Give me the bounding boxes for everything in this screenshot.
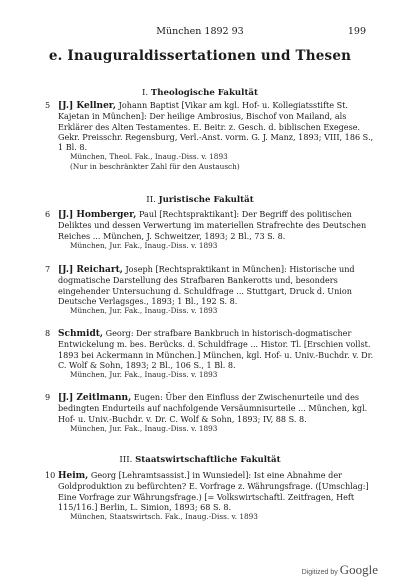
google-logo: Google (339, 562, 378, 577)
author-name: [J.] Homberger, (58, 210, 137, 220)
entry-8: 8 Schmidt, Georg: Der strafbare Bankbruch in historisch-dogmatischer Entwickelung m. bes. Berücks. d. Schuldfrage ... Histor. Tl. [Erschien vollst. 1893 bei Ackermann in München.] München, kgl. Hof- u. Univ.-Buchdr. v. Dr. C. Wolf & Sohn, 1893; 2 Bl., 106 S., 1 Bl. 8. München, Jur. Fak., Inaug.-Diss. v. 1893 (58, 328, 380, 380)
author-name: [J.] Zeitlmann, (58, 393, 132, 403)
entry-note: München, Theol. Fak., Inaug.-Diss. v. 1893 (70, 152, 228, 162)
entry-5: 5 [J.] Kellner, Johann Baptist [Vikar am kgl. Hof- u. Kollegiatsstifte St. Kajetan in München]: Der heilige Ambrosius, Bischof von Mailand, als Erklärer des Alten Testamentes. E. Beitr. z. Gesch. d. biblischen Exegese. Gekr. Preisschr. Regensburg, Verl.-Anst. vorm. G. J. Manz, 1893; VIII, 186 S., 1 Bl. 8. München, Theol. Fak., Inaug.-Diss. v. 1893 (Nur in beschränkter Zahl für den Austausch) (58, 100, 380, 171)
page-number: 199 (347, 26, 366, 37)
author-name: Schmidt, (58, 329, 104, 339)
entry-text: Johann Baptist [Vikar am kgl. Hof- u. Kollegiatsstifte St. Kajetan in München]: Der heilige Ambrosius, Bischof von Mailand, als Erklärer des Alten Testamentes. E. Beitr. z. Gesch. d. biblischen Exegese. Gekr. Preisschr. Regensburg, Verl.-Anst. vorm. G. J. Manz, 1893; VIII, 186 S., 1 Bl. 8. (58, 100, 374, 153)
entry-10: 10 Heim, Georg [Lehramtsassist.] in Wunsiedel]: Ist eine Abnahme der Goldproduktion zu befürchten? E. Vorfrage z. Währungsfrage. ([Umschlag:] Eine Vorfrage zur Währungsfrage.) [= Volkswirtschaftl. Zeitfragen, Heft 115/116.] Berlin, L. Simion, 1893; 68 S. 8. München, Staatswirtsch. Fak., Inaug.-Diss. v. 1893 (58, 470, 380, 522)
digitized-by-google-watermark: Digitized by Google (301, 562, 378, 577)
section-heading-economics: III. Staatswirtschaftliche Fakultät (119, 455, 281, 465)
entry-text: Paul [Rechtspraktikant]: Der Begriff des politischen Deliktes und dessen Verwertung im materiellen Strafrechte des Deutschen Reiches ... München, J. Schweitzer, 1893; 2 Bl., 73 S. 8. (58, 209, 367, 241)
entry-note: München, Staatswirtsch. Fak., Inaug.-Diss. v. 1893 (70, 512, 258, 522)
running-title: München 1892 93 (156, 26, 244, 37)
entry-9: 9 [J.] Zeitlmann, Eugen: Über den Einfluss der Zwischenurteile und des bedingten Endurteils auf nachfolgende Versäumnisurteile ... München, kgl. Hof- u. Univ.-Buchdr. v. Dr. C. Wolf & Sohn, 1893; IV, 88 S. 8. München, Jur. Fak., Inaug.-Diss. v. 1893 (58, 392, 380, 433)
entry-6: 6 [J.] Homberger, Paul [Rechtspraktikant]: Der Begriff des politischen Deliktes und dessen Verwertung im materiellen Strafrechte des Deutschen Reiches ... München, J. Schweitzer, 1893; 2 Bl., 73 S. 8. München, Jur. Fak., Inaug.-Diss. v. 1893 (58, 209, 380, 250)
author-name: [J.] Kellner, (58, 101, 117, 111)
section-heading-law: II. Juristische Fakultät (146, 195, 254, 205)
entry-text: Georg [Lehramtsassist.] in Wunsiedel]: Ist eine Abnahme der Goldproduktion zu befürchten? E. Vorfrage z. Währungsfrage. ([Umschlag:] Eine Vorfrage zur Währungsfrage.) [= Volkswirtschaftl. Zeitfragen, Heft 115/116.] Berlin, L. Simion, 1893; 68 S. 8. (58, 470, 369, 512)
entry-note: München, Jur. Fak., Inaug.-Diss. v. 1893 (70, 240, 218, 250)
entry-note: München, Jur. Fak., Inaug.-Diss. v. 1893 (70, 370, 218, 380)
entry-note: München, Jur. Fak., Inaug.-Diss. v. 1893 (70, 423, 218, 433)
entry-note: (Nur in beschränkter Zahl für den Austausch) (70, 161, 240, 171)
section-heading-theology: I. Theologische Fakultät (142, 88, 258, 98)
entry-7: 7 [J.] Reichart, Joseph [Rechtspraktikant in München]: Historische und dogmatische Darstellung des Strafbaren Bankerotts und, besonders eingehender Untersuchung d. Schuldfrage ... Stuttgart, Druck d. Union Deutsche Verlagsges., 1893; 1 Bl., 192 S. 8. München, Jur. Fak., Inaug.-Diss. v. 1893 (58, 264, 380, 316)
chapter-title: e. Inauguraldissertationen und Thesen (48, 48, 352, 64)
author-name: [J.] Reichart, (58, 265, 123, 275)
entry-note: München, Jur. Fak., Inaug.-Diss. v. 1893 (70, 306, 218, 316)
entry-text: Joseph [Rechtspraktikant in München]: Historische und dogmatische Darstellung des Strafbaren Bankerotts und, besonders eingehender Untersuchung d. Schuldfrage ... Stuttgart, Druck d. Union Deutsche Verlagsges., 1893; 1 Bl., 192 S. 8. (58, 264, 355, 306)
entry-text: Eugen: Über den Einfluss der Zwischenurteile und des bedingten Endurteils auf nachfolgende Versäumnisurteile ... München, kgl. Hof- u. Univ.-Buchdr. v. Dr. C. Wolf & Sohn, 1893; IV, 88 S. 8. (58, 392, 368, 424)
author-name: Heim, (58, 471, 89, 481)
entry-text: Georg: Der strafbare Bankbruch in historisch-dogmatischer Entwickelung m. bes. Berücks. d. Schuldfrage ... Histor. Tl. [Erschien vollst. 1893 bei Ackermann in München.] München, kgl. Hof- u. Univ.-Buchdr. v. Dr. C. Wolf & Sohn, 1893; 2 Bl., 106 S., 1 Bl. 8. (58, 328, 374, 370)
